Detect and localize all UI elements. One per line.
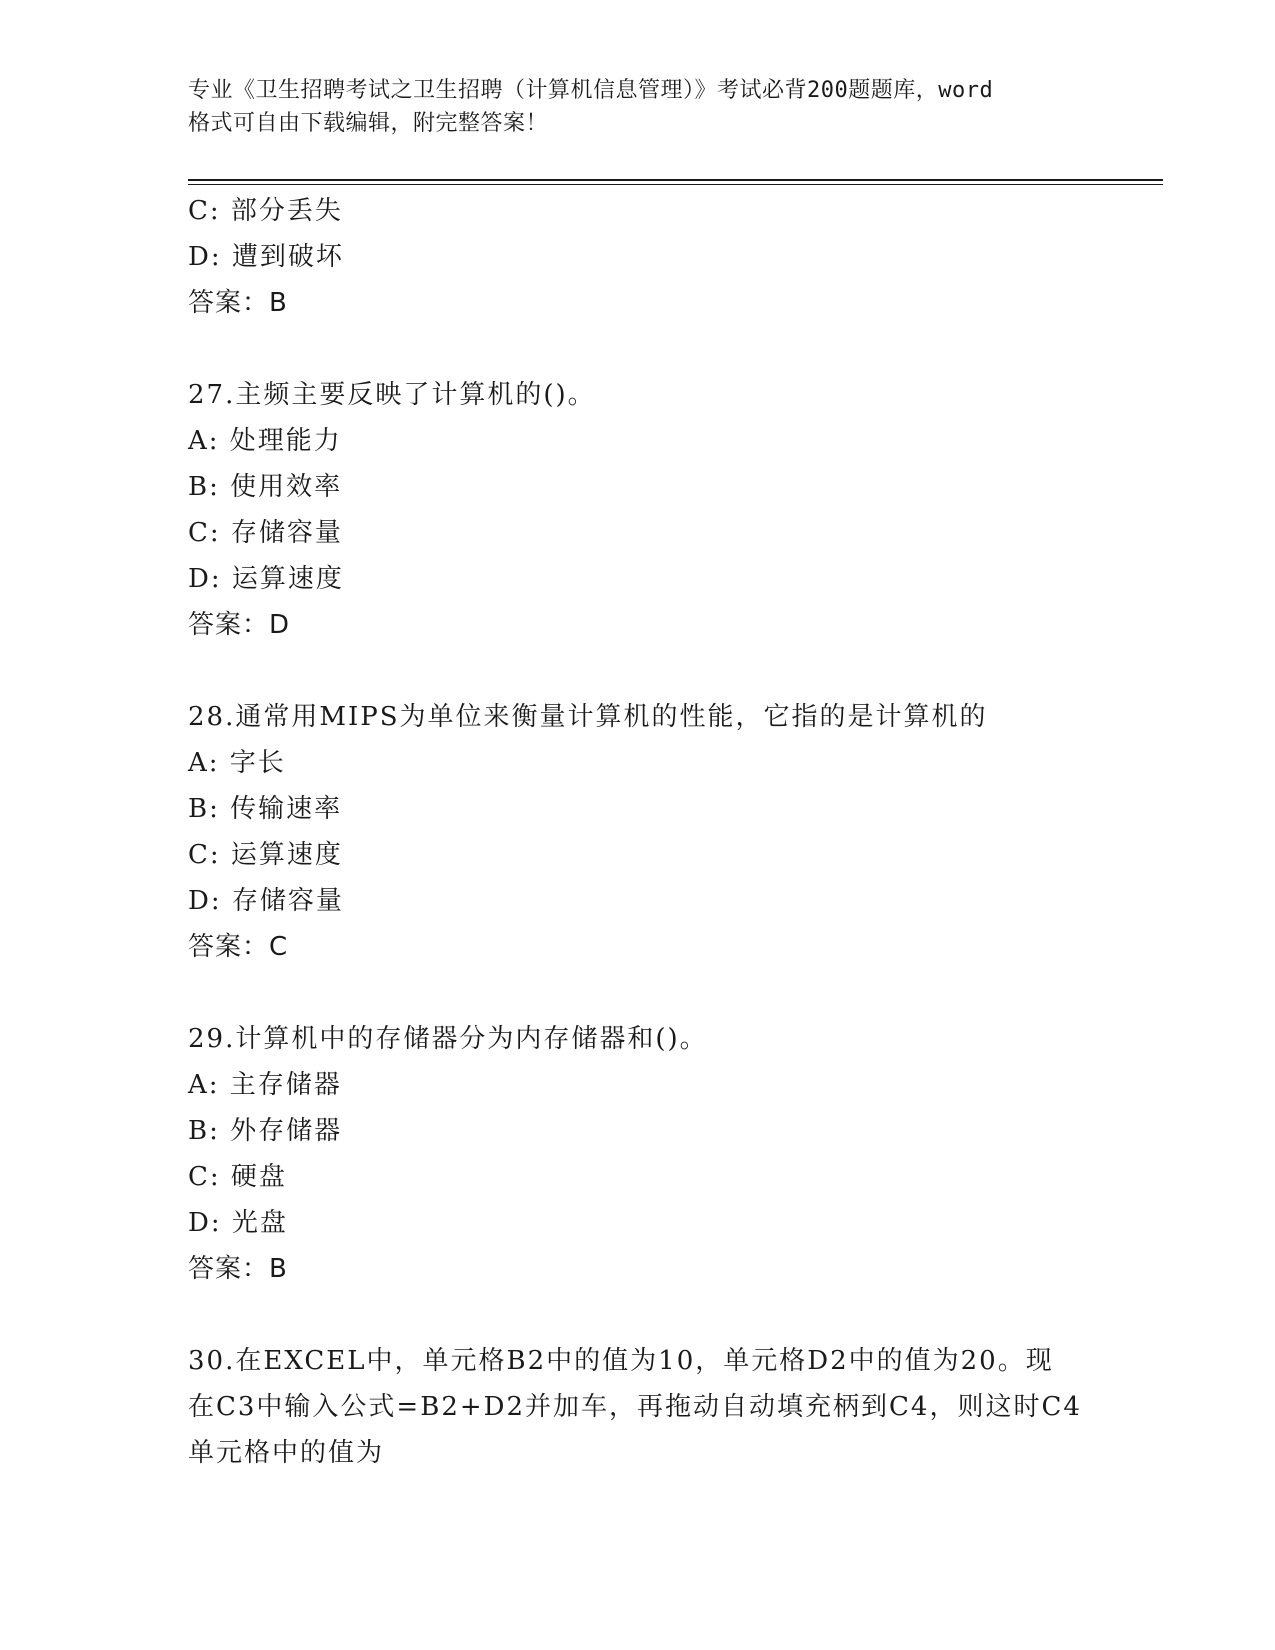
header-title-line-2: 格式可自由下载编辑，附完整答案！ — [188, 111, 549, 136]
document-header — [188, 74, 1088, 140]
answer-line: 答案：C — [188, 932, 289, 962]
question-list — [188, 188, 1088, 1476]
carryover-question — [188, 188, 1088, 326]
option-c: C: 运算速度 — [188, 840, 343, 870]
question-28 — [188, 694, 1088, 970]
option-b: B: 使用效率 — [188, 472, 343, 502]
option-a: A: 处理能力 — [188, 426, 342, 456]
option-c: C: 硬盘 — [188, 1162, 287, 1192]
option-a: A: 主存储器 — [188, 1070, 342, 1100]
question-stem: 29.计算机中的存储器分为内存储器和()。 — [188, 1024, 708, 1054]
spacer — [188, 326, 1088, 372]
question-30 — [188, 1338, 1088, 1476]
spacer — [188, 970, 1088, 1016]
option-c: C: 部分丢失 — [188, 196, 343, 226]
option-d: D: 存储容量 — [188, 886, 344, 916]
option-b: B: 传输速率 — [188, 794, 343, 824]
option-d: D: 运算速度 — [188, 564, 344, 594]
question-stem-line-1: 30.在EXCEL中，单元格B2中的值为10，单元格D2中的值为20。现 — [188, 1346, 1054, 1376]
question-29 — [188, 1016, 1088, 1292]
question-stem: 28.通常用MIPS为单位来衡量计算机的性能，它指的是计算机的 — [188, 702, 988, 732]
option-b: B: 外存储器 — [188, 1116, 343, 1146]
question-stem-line-2: 在C3中输入公式=B2+D2并加车，再拖动自动填充柄到C4，则这时C4 — [188, 1392, 1082, 1422]
spacer — [188, 648, 1088, 694]
answer-line: 答案：D — [188, 610, 291, 640]
option-d: D: 光盘 — [188, 1208, 288, 1238]
question-27 — [188, 372, 1088, 648]
spacer — [188, 1292, 1088, 1338]
question-stem: 27.主频主要反映了计算机的()。 — [188, 380, 596, 410]
option-c: C: 存储容量 — [188, 518, 343, 548]
header-rule-thick — [188, 179, 1163, 181]
question-stem-line-3: 单元格中的值为 — [188, 1438, 385, 1468]
answer-line: 答案：B — [188, 1254, 288, 1284]
option-a: A: 字长 — [188, 748, 286, 778]
header-title-line-1: 专业《卫生招聘考试之卫生招聘（计算机信息管理）》考试必背200题题库，word — [188, 78, 994, 103]
option-d: D: 遭到破坏 — [188, 242, 344, 272]
header-rule-thin — [188, 184, 1163, 185]
answer-line: 答案：B — [188, 288, 288, 318]
